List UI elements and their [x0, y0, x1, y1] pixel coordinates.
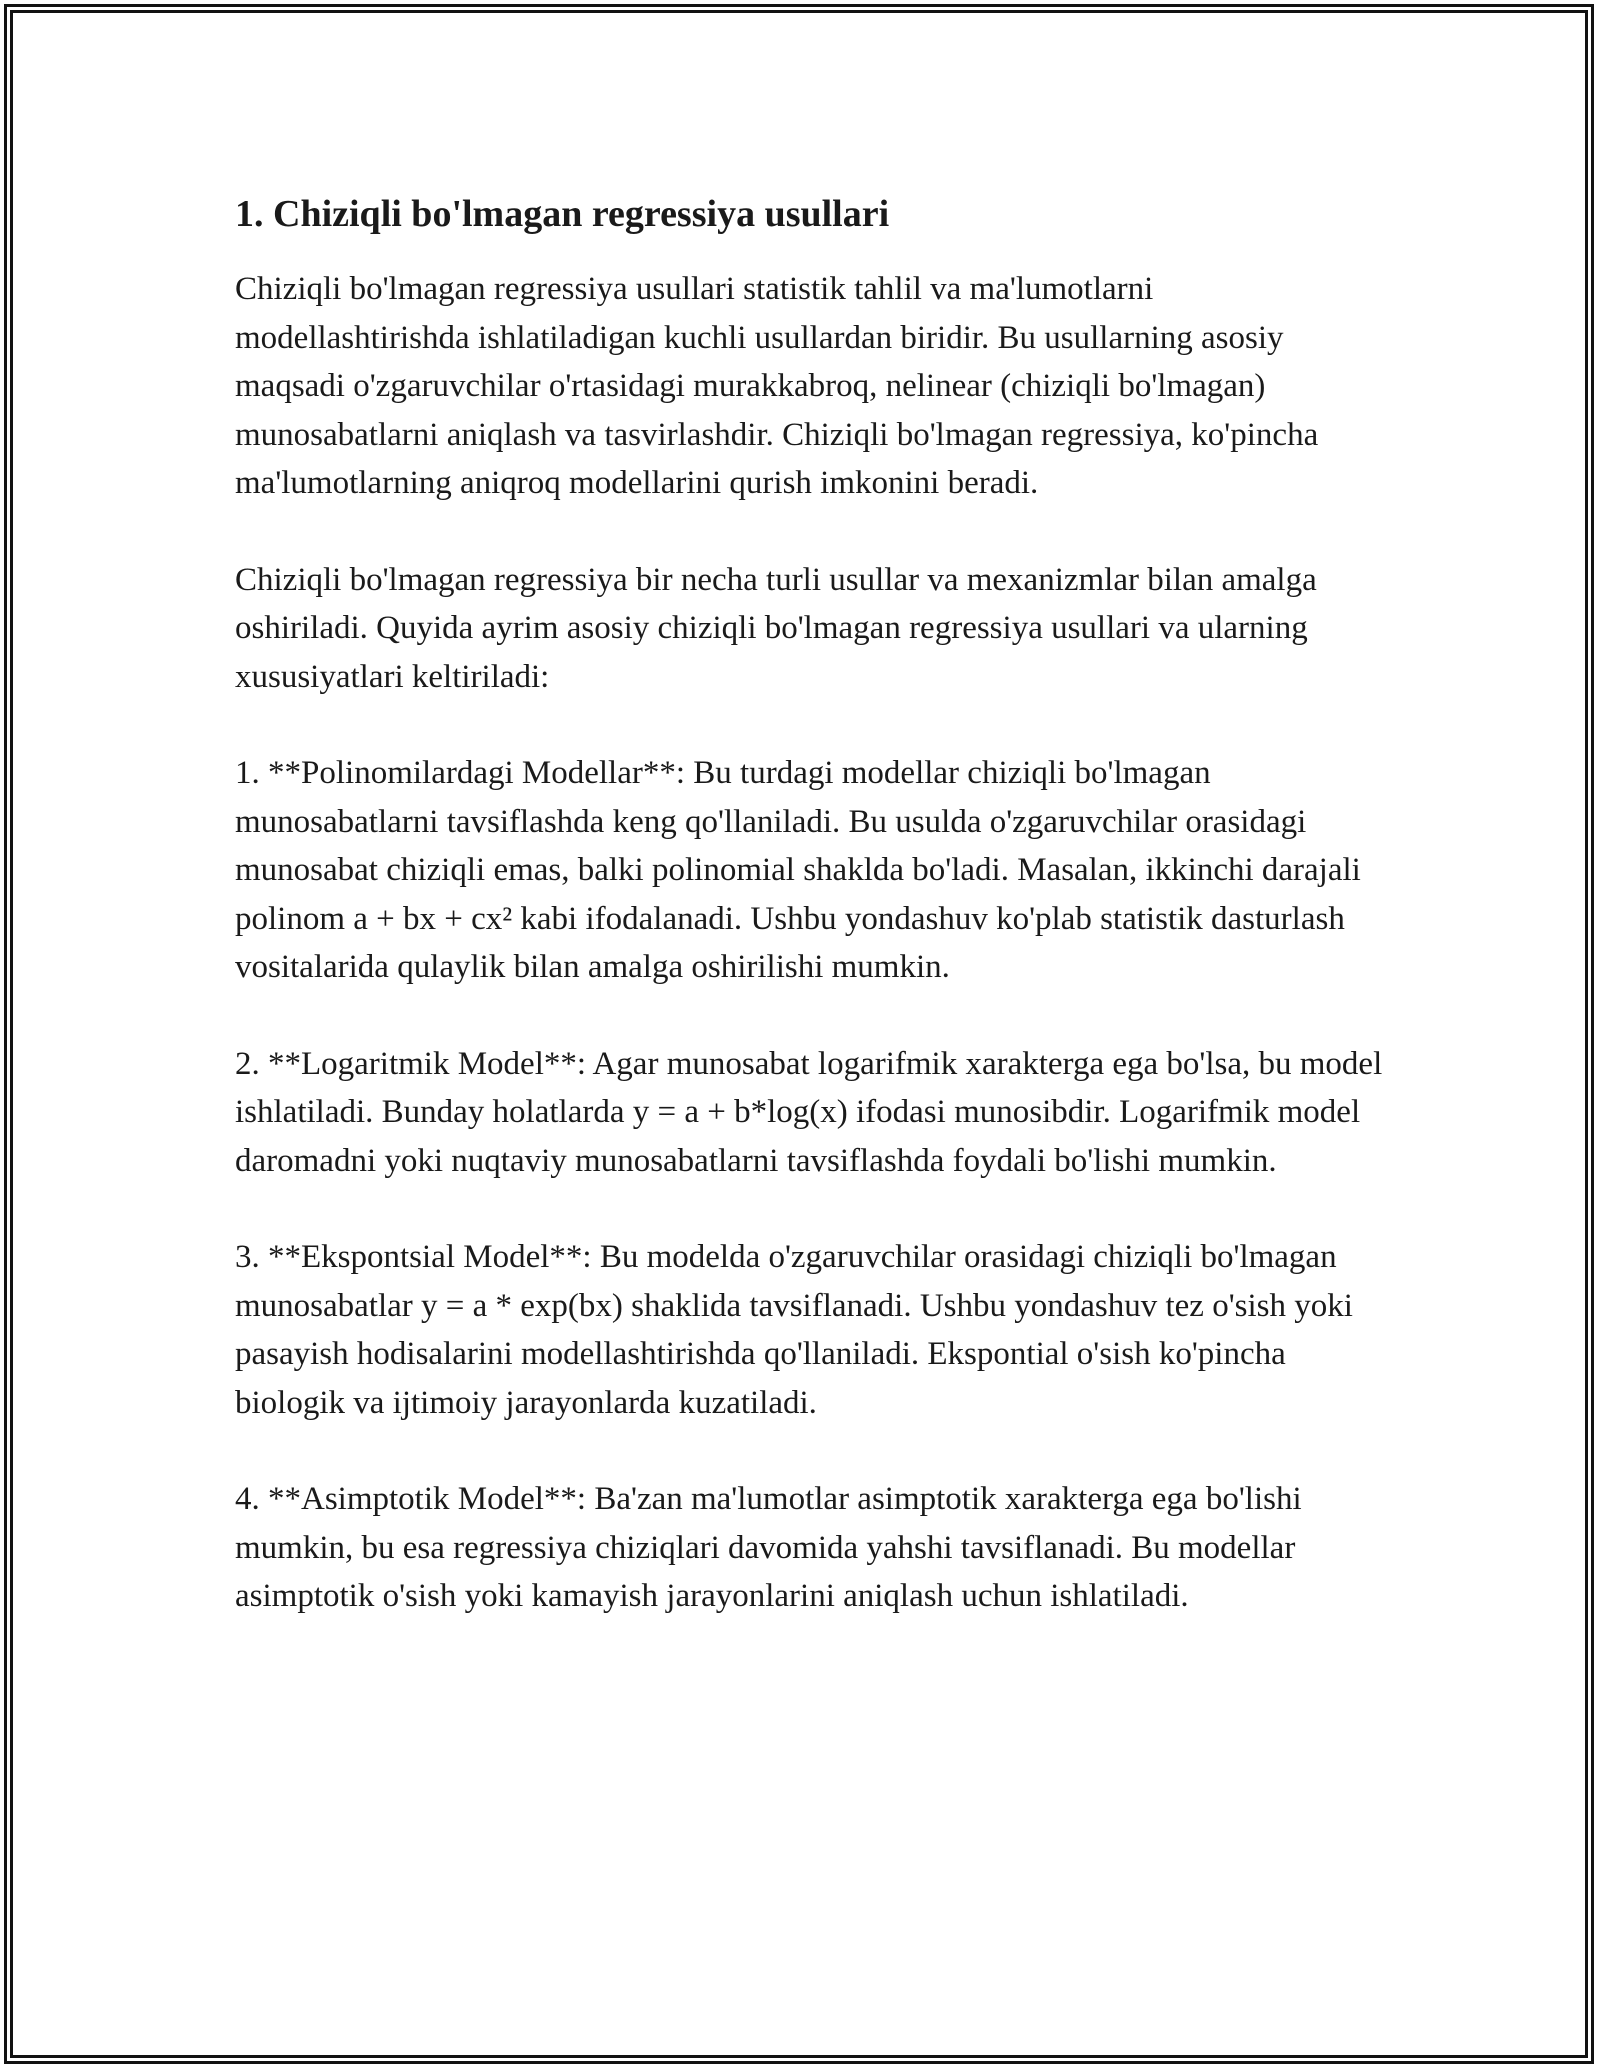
document-body [235, 185, 1395, 1669]
section-heading: 1. Chiziqli bo'lmagan regressiya usullari [235, 193, 890, 235]
asymptotic-model-paragraph: 4. **Asimptotik Model**: Ba'zan ma'lumotlar asimptotik xarakterga ega bo'lishi mumkin, bu esa regressiya chiziqlari davomida yahshi tavsiflanadi. Bu modellar asimptotik o'sish yoki kamayish jarayonlarini aniqlash uchun ishlatiladi. [235, 1481, 1302, 1614]
exponential-model-paragraph: 3. **Ekspontsial Model**: Bu modelda o'zgaruvchilar orasidagi chiziqli bo'lmagan munosabatlar y = a * exp(bx) shaklida tavsiflanadi. Ushbu yondashuv tez o'sish yoki pasayish hodisalarini modellashtirishda qo'llaniladi. Ekspontial o'sish ko'pincha biologik va ijtimoiy jarayonlarda kuzatiladi. [235, 1239, 1353, 1421]
intro-paragraph: Chiziqli bo'lmagan regressiya usullari statistik tahlil va ma'lumotlarni modellashtirishda ishlatiladigan kuchli usullardan biridir. Bu usullarning asosiy maqsadi o'zgaruvchilar o'rtasidagi murakkabroq, nelinear (chiziqli bo'lmagan) munosabatlarni aniqlash va tasvirlashdir. Chiziqli bo'lmagan regressiya, ko'pincha ma'lumotlarning aniqroq modellarini qurish imkonini beradi. [235, 271, 1319, 501]
methods-intro-paragraph: Chiziqli bo'lmagan regressiya bir necha turli usullar va mexanizmlar bilan amalga oshiriladi. Quyida ayrim asosiy chiziqli bo'lmagan regressiya usullari va ularning xususiyatlari keltiriladi: [235, 561, 1317, 695]
polynomial-model-paragraph: 1. **Polinomilardagi Modellar**: Bu turdagi modellar chiziqli bo'lmagan munosabatlarni tavsiflashda keng qo'llaniladi. Bu usulda o'zgaruvchilar orasidagi munosabat chiziqli emas, balki polinomial shaklda bo'ladi. Masalan, ikkinchi darajali polinom a + bx + cx² kabi ifodalanadi. Ushbu yondashuv ko'plab statistik dasturlash vositalarida qulaylik bilan amalga oshirilishi mumkin. [235, 755, 1361, 985]
logarithmic-model-paragraph: 2. **Logaritmik Model**: Agar munosabat logarifmik xarakterga ega bo'lsa, bu model ishlatiladi. Bunday holatlarda y = a + b*log(x) ifodasi munosibdir. Logarifmik model daromadni yoki nuqtaviy munosabatlarni tavsiflashda foydali bo'lishi mumkin. [235, 1045, 1383, 1179]
